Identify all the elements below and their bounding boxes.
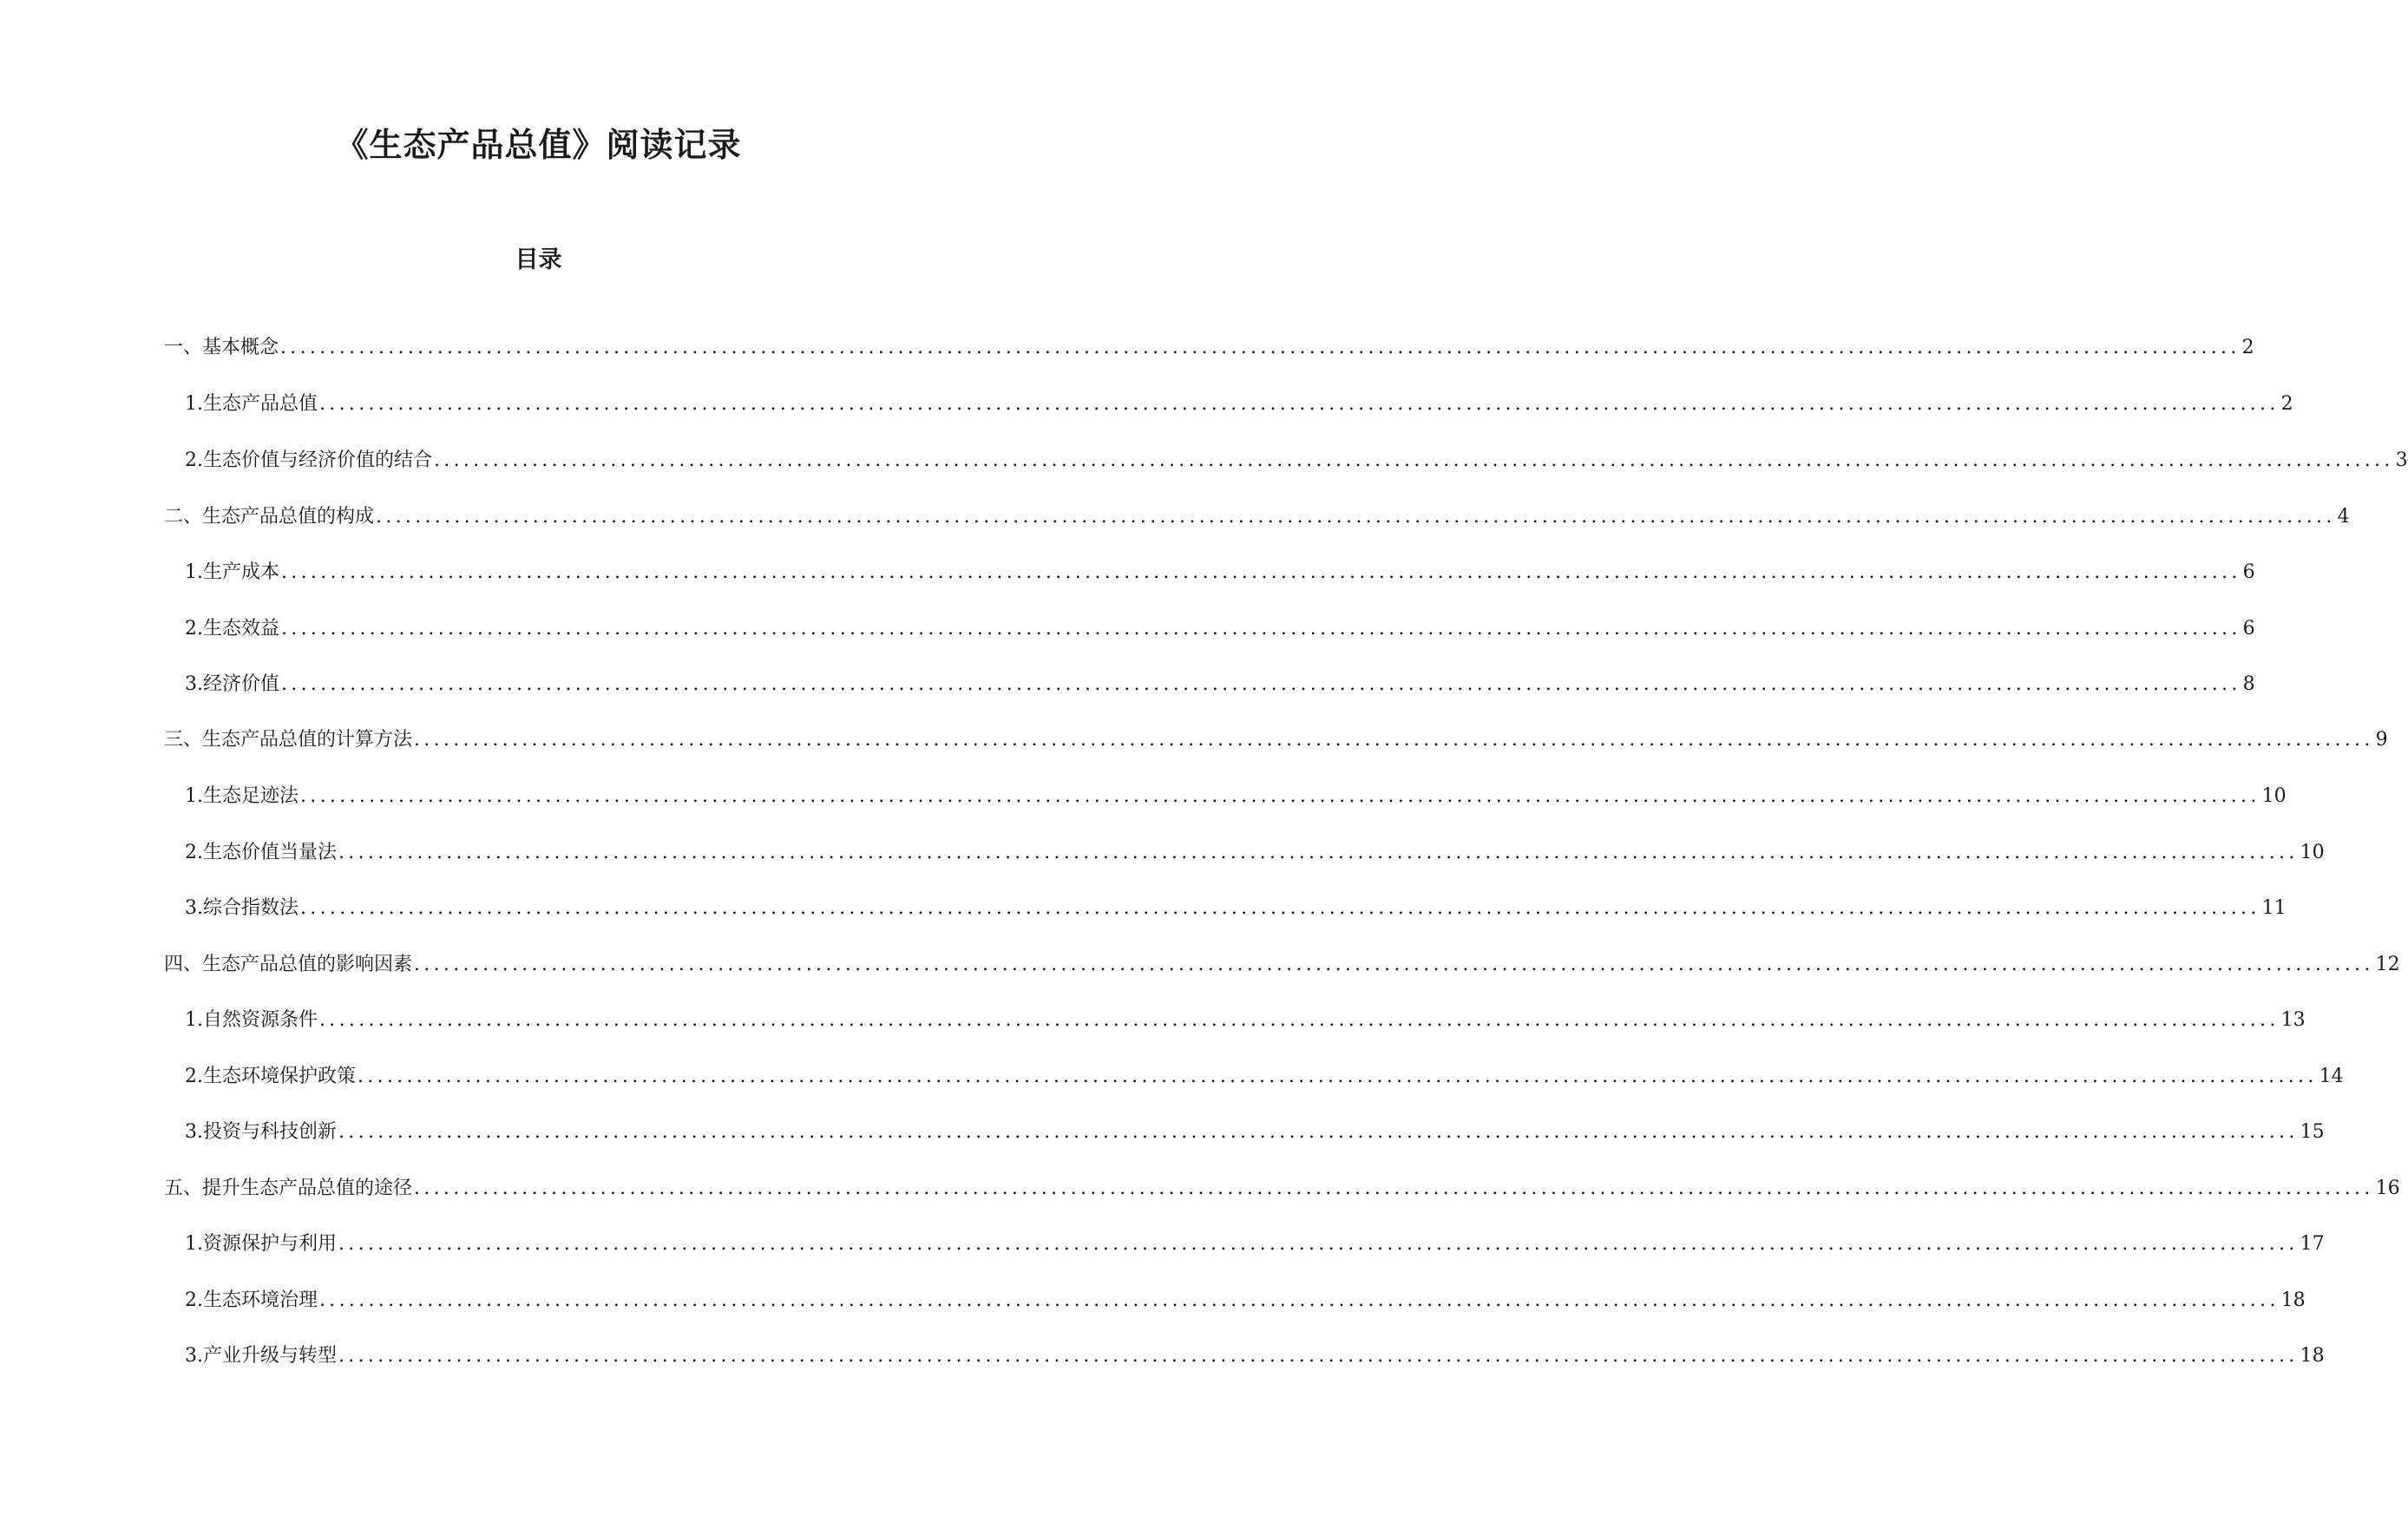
toc-entry-label: 生态产品总值 xyxy=(203,393,318,415)
toc-section-3[interactable] xyxy=(164,727,2388,753)
toc-entry-number: 1. xyxy=(185,393,203,415)
toc-leader-dots: ........................................................................................................................................................................................................ xyxy=(338,1345,2299,1367)
toc-entry-label: 四、生态产品总值的影响因素 xyxy=(164,954,413,975)
toc-entry-label: 综合指数法 xyxy=(203,897,299,919)
toc-leader-dots: ........................................................................................................................................................................................................ xyxy=(280,337,2241,358)
toc-page-number: 16 xyxy=(2375,1178,2400,1199)
toc-entry-label: 生态价值与经济价值的结合 xyxy=(203,449,433,471)
toc-entry-number: 3. xyxy=(185,1121,203,1143)
toc-entry-number: 3. xyxy=(185,673,203,695)
toc-section-1[interactable] xyxy=(164,335,2254,361)
toc-entry-number: 2. xyxy=(185,449,203,471)
toc-subsection-5-2[interactable] xyxy=(185,1288,2306,1314)
toc-section-4[interactable] xyxy=(164,952,2400,978)
toc-entry-label: 三、生态产品总值的计算方法 xyxy=(164,729,413,751)
toc-leader-dots: ........................................................................................................................................................................................................ xyxy=(414,954,2374,975)
toc-entry-label: 自然资源条件 xyxy=(203,1009,318,1031)
toc-page-number: 14 xyxy=(2319,1066,2344,1087)
toc-entry-label: 产业升级与转型 xyxy=(203,1345,338,1367)
toc-leader-dots: ........................................................................................................................................................................................................ xyxy=(358,1066,2318,1087)
toc-entry-number: 1. xyxy=(185,561,203,583)
toc-entry-number: 3. xyxy=(185,897,203,919)
toc-entry-label: 经济价值 xyxy=(203,673,280,695)
toc-leader-dots: ........................................................................................................................................................................................................ xyxy=(300,785,2260,807)
toc-leader-dots: ........................................................................................................................................................................................................ xyxy=(281,618,2241,640)
toc-subsection-2-3[interactable] xyxy=(185,672,2255,698)
toc-leader-dots: ........................................................................................................................................................................................................ xyxy=(338,1233,2299,1255)
toc-page-number: 12 xyxy=(2375,954,2400,975)
toc-subsection-1-2[interactable] xyxy=(185,448,2408,474)
toc-entry-label: 生态环境治理 xyxy=(203,1289,318,1311)
toc-leader-dots: ........................................................................................................................................................................................................ xyxy=(414,729,2374,751)
document-title: 《生态产品总值》阅读记录 xyxy=(335,125,742,164)
toc-entry-label: 生态效益 xyxy=(203,618,280,640)
toc-leader-dots: ........................................................................................................................................................................................................ xyxy=(434,449,2394,471)
toc-entry-label: 投资与科技创新 xyxy=(203,1121,338,1143)
toc-entry-label: 生态环境保护政策 xyxy=(203,1066,357,1087)
toc-page-number: 15 xyxy=(2300,1121,2325,1143)
toc-subsection-4-1[interactable] xyxy=(185,1007,2306,1033)
toc-heading: 目录 xyxy=(515,246,562,273)
toc-leader-dots: ........................................................................................................................................................................................................ xyxy=(319,1009,2280,1031)
toc-entry-label: 一、基本概念 xyxy=(164,337,279,358)
toc-entry-label: 二、生态产品总值的构成 xyxy=(164,506,375,528)
toc-section-2[interactable] xyxy=(164,504,2350,530)
toc-entry-label: 资源保护与利用 xyxy=(203,1233,338,1255)
toc-entry-label: 生态足迹法 xyxy=(203,785,299,807)
toc-leader-dots: ........................................................................................................................................................................................................ xyxy=(319,393,2280,415)
toc-entry-number: 1. xyxy=(185,1233,203,1255)
toc-page-number: 4 xyxy=(2337,506,2350,528)
toc-subsection-4-2[interactable] xyxy=(185,1064,2344,1090)
toc-page-number: 10 xyxy=(2300,842,2325,863)
toc-entry-label: 生态价值当量法 xyxy=(203,842,338,863)
toc-entry-number: 2. xyxy=(185,618,203,640)
toc-page-number: 10 xyxy=(2261,785,2287,807)
toc-page-number: 6 xyxy=(2242,561,2255,583)
toc-subsection-1-1[interactable] xyxy=(185,391,2293,417)
toc-subsection-4-3[interactable] xyxy=(185,1119,2325,1145)
toc-page-number: 13 xyxy=(2280,1009,2306,1031)
toc-leader-dots: ........................................................................................................................................................................................................ xyxy=(281,561,2241,583)
toc-entry-label: 五、提升生态产品总值的途径 xyxy=(164,1178,413,1199)
toc-entry-number: 1. xyxy=(185,785,203,807)
toc-leader-dots: ........................................................................................................................................................................................................ xyxy=(376,506,2336,528)
toc-page-number: 8 xyxy=(2242,673,2255,695)
toc-subsection-5-3[interactable] xyxy=(185,1343,2325,1369)
toc-subsection-2-2[interactable] xyxy=(185,616,2255,642)
toc-page-number: 2 xyxy=(2280,393,2293,415)
toc-entry-number: 3. xyxy=(185,1345,203,1367)
toc-entry-number: 2. xyxy=(185,1066,203,1087)
toc-entry-label: 生产成本 xyxy=(203,561,280,583)
toc-page-number: 11 xyxy=(2261,897,2287,919)
toc-subsection-3-2[interactable] xyxy=(185,840,2325,866)
toc-leader-dots: ........................................................................................................................................................................................................ xyxy=(300,897,2260,919)
toc-leader-dots: ........................................................................................................................................................................................................ xyxy=(338,1121,2299,1143)
toc-subsection-5-1[interactable] xyxy=(185,1231,2325,1257)
toc-page-number: 18 xyxy=(2300,1345,2325,1367)
toc-subsection-3-3[interactable] xyxy=(185,895,2287,922)
toc-leader-dots: ........................................................................................................................................................................................................ xyxy=(414,1178,2374,1199)
toc-page-number: 18 xyxy=(2280,1289,2306,1311)
toc-leader-dots: ........................................................................................................................................................................................................ xyxy=(281,673,2241,695)
toc-page-number: 2 xyxy=(2241,337,2254,358)
toc-entry-number: 2. xyxy=(185,842,203,863)
toc-section-5[interactable] xyxy=(164,1176,2400,1202)
toc-leader-dots: ........................................................................................................................................................................................................ xyxy=(319,1289,2280,1311)
toc-page-number: 9 xyxy=(2375,729,2388,751)
toc-page-number: 6 xyxy=(2242,618,2255,640)
toc-page-number: 17 xyxy=(2300,1233,2325,1255)
toc-subsection-2-1[interactable] xyxy=(185,560,2255,586)
toc-entry-number: 1. xyxy=(185,1009,203,1031)
toc-subsection-3-1[interactable] xyxy=(185,784,2287,810)
toc-page-number: 3 xyxy=(2395,449,2408,471)
toc-entry-number: 2. xyxy=(185,1289,203,1311)
toc-leader-dots: ........................................................................................................................................................................................................ xyxy=(338,842,2299,863)
